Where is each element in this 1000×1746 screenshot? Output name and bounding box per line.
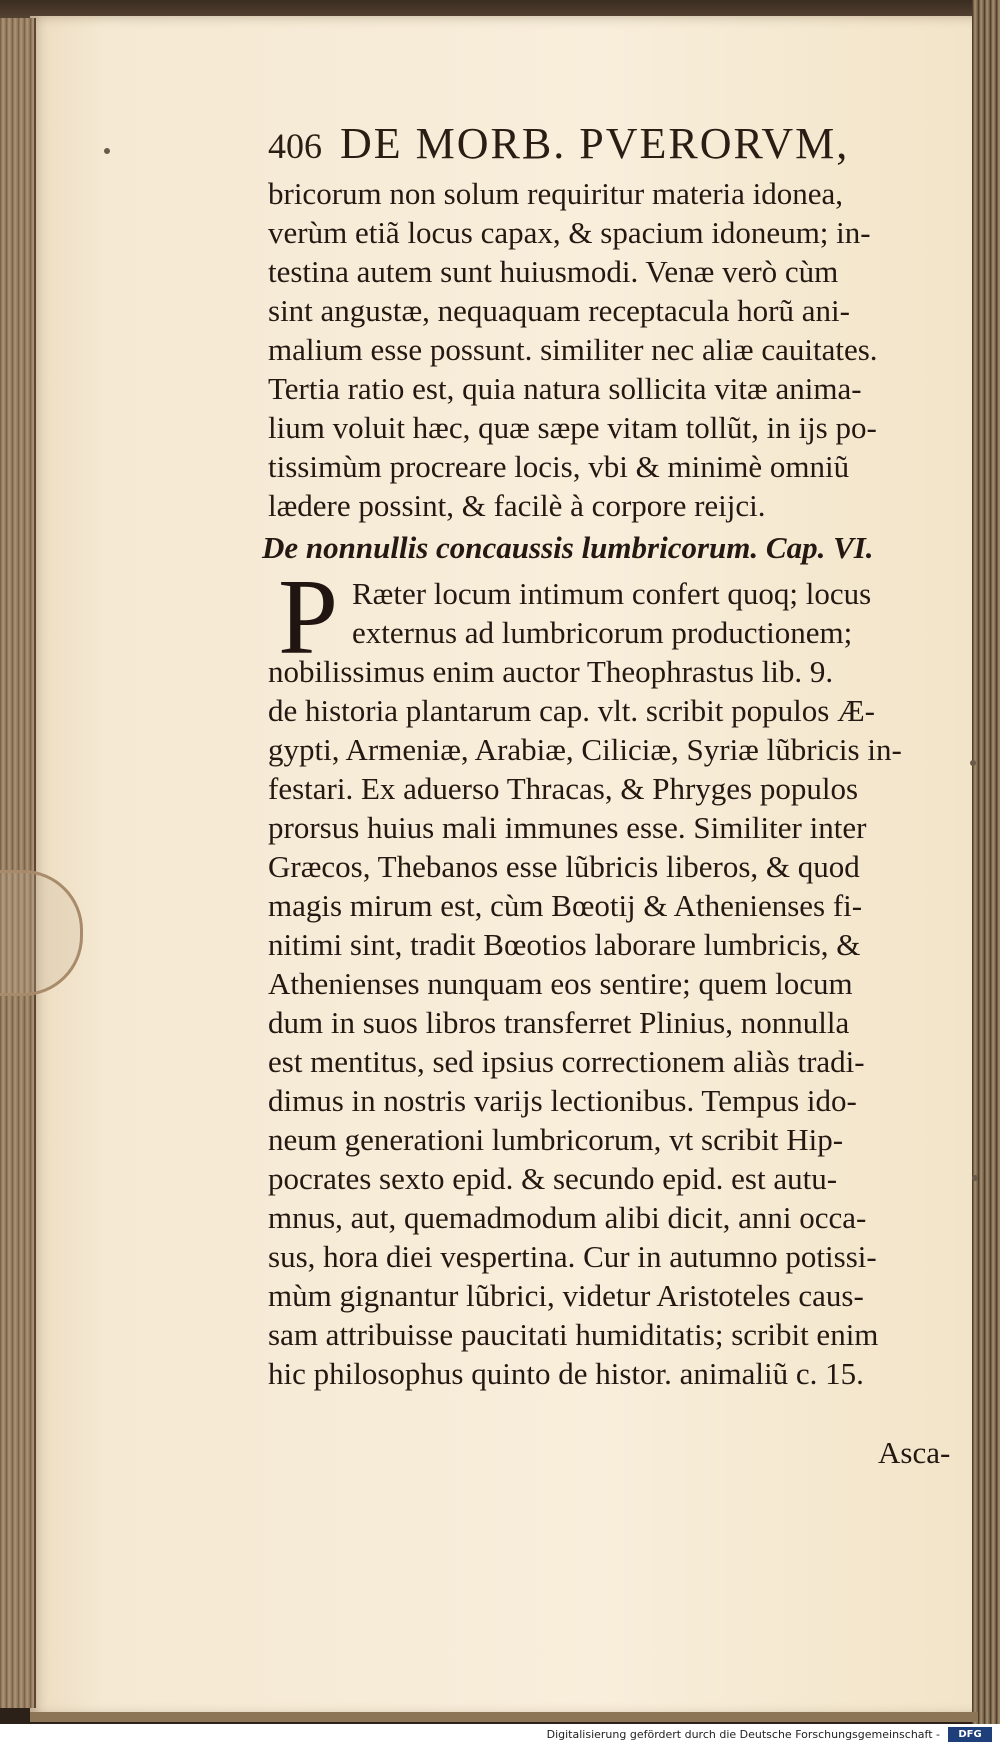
book-left-edge: [0, 18, 36, 1708]
text-line: prorsus huius mali immunes esse. Similiter inter: [268, 810, 867, 845]
text-line: hic philosophus quinto de histor. animaliũ c. 15.: [268, 1356, 864, 1391]
text-line: Tertia ratio est, quia natura sollicita vitæ anima-: [268, 371, 862, 406]
text-line: Athenienses nunquam eos sentire; quem locum: [268, 966, 853, 1001]
text-line: pocrates sexto epid. & secundo epid. est autu-: [268, 1161, 838, 1196]
book-right-edge: [972, 0, 1000, 1746]
text-line: Ræter locum intimum confert quoq; locus: [352, 576, 872, 611]
margin-mark: [104, 148, 110, 154]
text-line: dimus in nostris varijs lectionibus. Tempus ido-: [268, 1083, 857, 1118]
drop-cap: P: [278, 558, 339, 677]
text-line: externus ad lumbricorum productionem;: [352, 615, 853, 650]
text-line: sam attribuisse paucitati humiditatis; scribit enim: [268, 1317, 879, 1352]
text-line: nobilissimus enim auctor Theophrastus lib. 9.: [268, 654, 834, 689]
page-number: 406: [268, 126, 322, 166]
text-line: festari. Ex aduerso Thracas, & Phryges populos: [268, 771, 859, 806]
text-line: dum in suos libros transferret Plinius, nonnulla: [268, 1005, 850, 1040]
text-line: sus, hora diei vespertina. Cur in autumno potissi-: [268, 1239, 877, 1274]
margin-mark: [972, 1175, 978, 1181]
text-line: verùm etiã locus capax, & spacium idoneum; in-: [268, 215, 871, 250]
text-line: est mentitus, sed ipsius correctionem aliàs tradi-: [268, 1044, 865, 1079]
running-title: DE MORB. PVERORVM,: [340, 119, 850, 168]
chapter-heading: De nonnullis concaussis lumbricorum. Cap. VI.: [262, 530, 874, 565]
margin-mark: [970, 760, 976, 766]
running-header: [268, 118, 908, 169]
text-line: lium voluit hæc, quæ sæpe vitam tollũt, in ijs po-: [268, 410, 877, 445]
text-line: lædere possint, & facilè à corpore reijci.: [268, 488, 766, 523]
text-line: magis mirum est, cùm Bœotij & Athenienses fi-: [268, 888, 863, 923]
text-line: malium esse possunt. similiter nec aliæ cauitates.: [268, 332, 878, 367]
text-line: sint angustæ, nequaquam receptacula horũ ani-: [268, 293, 850, 328]
catchword: Asca-: [878, 1435, 951, 1470]
text-line: testina autem sunt huiusmodi. Venæ verò cùm: [268, 254, 839, 289]
text-line: mnus, aut, quemadmodum alibi dicit, anni occa-: [268, 1200, 867, 1235]
text-line: de historia plantarum cap. vlt. scribit populos Æ-: [268, 693, 875, 728]
text-line: Græcos, Thebanos esse lũbricis liberos, & quod: [268, 849, 860, 884]
book-bottom-edge: [30, 1712, 978, 1722]
text-line: gypti, Armeniæ, Arabiæ, Ciliciæ, Syriæ lũbricis in-: [268, 732, 902, 767]
text-line: tissimùm procreare locis, vbi & minimè omniũ: [268, 449, 850, 484]
dfg-logo: DFG: [948, 1727, 992, 1742]
text-line: nitimi sint, tradit Bœotios laborare lumbricis, &: [268, 927, 861, 962]
text-line: bricorum non solum requiritur materia idonea,: [268, 176, 844, 211]
text-line: neum generationi lumbricorum, vt scribit Hip-: [268, 1122, 844, 1157]
digitization-credit: Digitalisierung gefördert durch die Deutsche Forschungsgemeinschaft -: [546, 1728, 940, 1741]
text-line: mùm gignantur lũbrici, videtur Aristoteles caus-: [268, 1278, 864, 1313]
